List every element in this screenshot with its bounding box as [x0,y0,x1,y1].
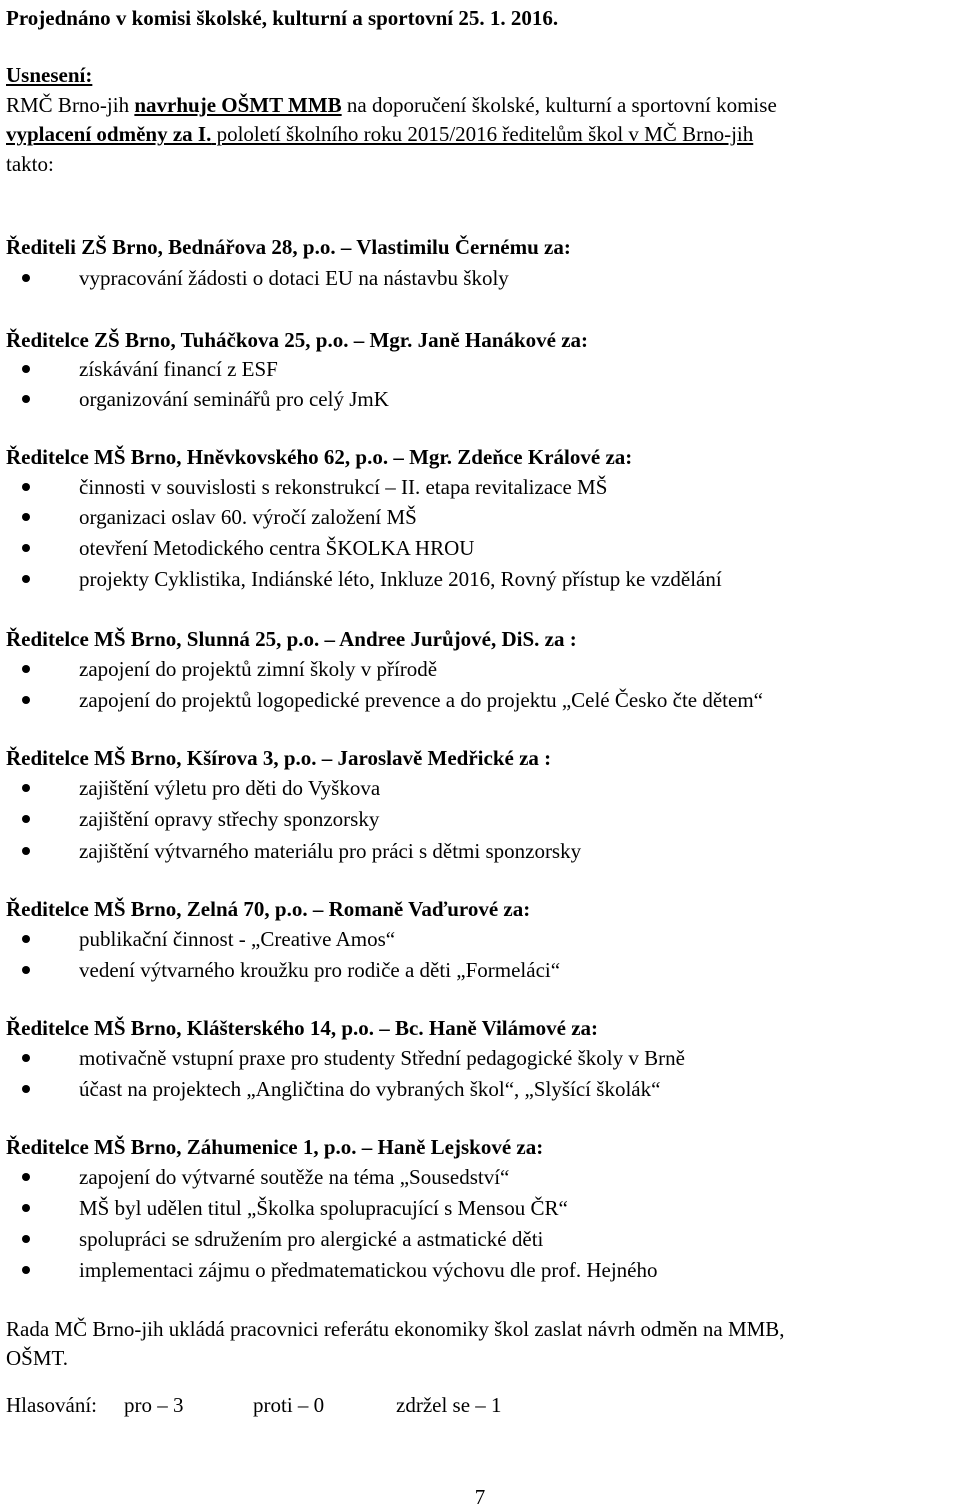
bullet-icon [22,575,30,583]
section-heading: Ředitelce MŠ Brno, Hněvkovského 62, p.o. – Mgr. Zdeňce Králové za: [6,445,633,469]
bullet-icon [22,544,30,552]
resolution-label: Usnesení: [6,63,93,87]
bullet-icon [22,1173,30,1181]
resolution-line-1 [6,90,777,120]
section-heading: Ředitelce MŠ Brno, Kšírova 3, p.o. – Jaroslavě Medřické za : [6,746,552,770]
discussion-note: Projednáno v komisi školské, kulturní a sportovní 25. 1. 2016. [6,6,559,30]
section-heading: Ředitelce MŠ Brno, Klášterského 14, p.o. – Bc. Haně Vilámové za: [6,1016,599,1040]
section-heading: Ředitelce MŠ Brno, Záhumenice 1, p.o. – Haně Lejskové za: [6,1135,544,1159]
bullet-icon [22,274,30,282]
voting-for: pro – 3 [124,1393,184,1417]
bullet-icon [22,365,30,373]
bullet-icon [22,1235,30,1243]
bullet-icon [22,847,30,855]
bullet-icon [22,665,30,673]
resolution-verb: navrhuje OŠMT MMB [134,93,342,117]
voting-abstain: zdržel se – 1 [396,1393,502,1417]
closing-line-1: Rada MČ Brno-jih ukládá pracovnici referátu ekonomiky škol zaslat návrh odměn na MMB, [6,1317,785,1341]
section-heading: Ředitelce ZŠ Brno, Tuháčkova 25, p.o. – Mgr. Janě Hanákové za: [6,328,589,352]
voting-against: proti – 0 [253,1393,325,1417]
bullet-icon [22,784,30,792]
resolution-text: na doporučení školské, kulturní a sportovní komise [341,93,777,117]
bullet-icon [22,1054,30,1062]
bullet-icon [22,395,30,403]
voting-label: Hlasování: [6,1393,97,1417]
bullet-icon [22,815,30,823]
bullet-icon [22,935,30,943]
bullet-icon [22,1085,30,1093]
voting-result [6,1390,956,1420]
section-heading: Řediteli ZŠ Brno, Bednářova 28, p.o. – Vlastimilu Černému za: [6,235,571,259]
bullet-icon [22,1266,30,1274]
bullet-icon [22,696,30,704]
bullet-icon [22,513,30,521]
section-heading: Ředitelce MŠ Brno, Zelná 70, p.o. – Romaně Vaďurové za: [6,897,531,921]
resolution-line-3: takto: [6,152,54,176]
resolution-text: RMČ Brno-jih [6,93,135,117]
resolution-object: vyplacení odměny za I. [6,122,212,146]
bullet-icon [22,966,30,974]
page-number: 7 [474,1485,486,1509]
closing-line-2: OŠMT. [6,1346,69,1370]
bullet-icon [22,1204,30,1212]
resolution-line-2 [6,119,753,149]
bullet-icon [22,483,30,491]
resolution-text: pololetí školního roku 2015/2016 ředitelům škol v MČ Brno-jih [211,122,754,146]
section-heading: Ředitelce MŠ Brno, Slunná 25, p.o. – Andree Jurůjové, DiS. za : [6,627,577,651]
